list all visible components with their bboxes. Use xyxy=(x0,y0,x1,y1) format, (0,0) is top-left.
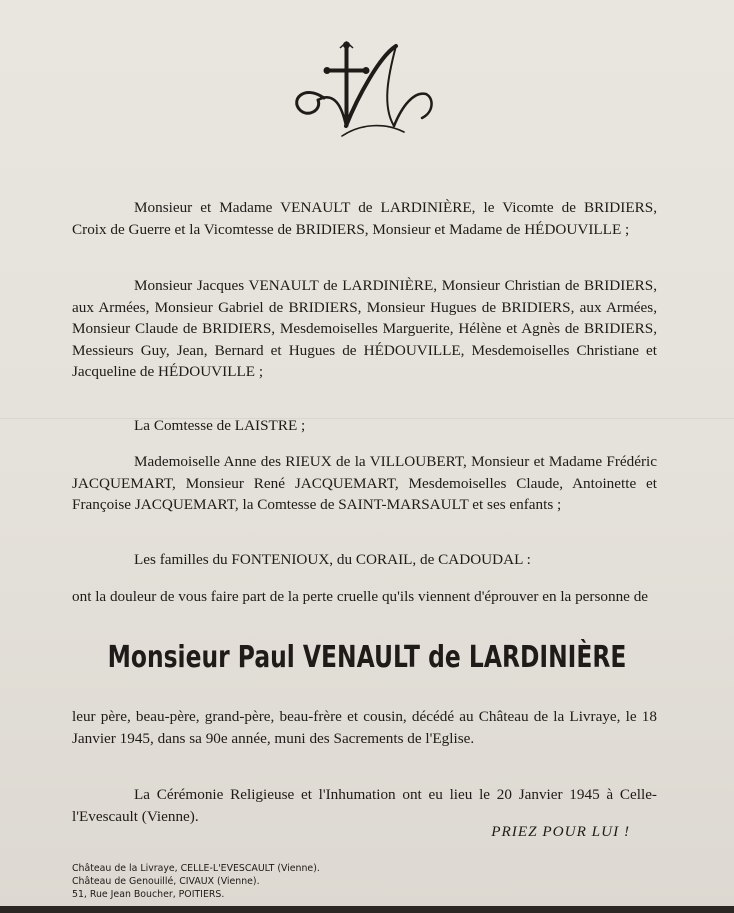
family-group-5 xyxy=(72,549,657,571)
scan-edge-shadow xyxy=(0,906,734,913)
prayer-line: PRIEZ POUR LUI ! xyxy=(491,823,630,840)
ceremony-notice xyxy=(72,784,657,827)
family-paragraph: Mademoiselle Anne des RIEUX de la VILLOUBERT, Monsieur et Madame Frédéric JACQUEMART, Monsieur René JACQUEMART, Mesdemoiselles Claude, Antoinette et Françoise JACQUEMART, la Comtesse de SAINT-MARSAULT et ses enfants ; xyxy=(72,453,657,513)
address-line: Château de la Livraye, CELLE-L'EVESCAULT (Vienne). xyxy=(72,863,320,874)
family-group-3 xyxy=(72,415,657,437)
family-paragraph: Monsieur Jacques VENAULT de LARDINIÈRE, Monsieur Christian de BRIDIERS, aux Armées, Monsieur Gabriel de BRIDIERS, Monsieur Hugues de BRIDIERS, aux Armées, Monsieur Claude de BRIDIERS, Mesdemoiselles Marguerite, Hélène et Agnès de BRIDIERS, Messieurs Guy, Jean, Bernard et Hugues de HÉDOUVILLE, Mesdemoiselles Christiane et Jacqueline de HÉDOUVILLE ; xyxy=(72,277,657,380)
death-details xyxy=(72,706,657,749)
family-group-2 xyxy=(72,275,657,383)
announcement xyxy=(72,586,657,608)
cross-monogram-logo xyxy=(284,36,444,148)
family-paragraph: La Comtesse de LAISTRE ; xyxy=(134,417,306,434)
addresses-block xyxy=(72,862,320,901)
death-details-text: leur père, beau-père, grand-père, beau-frère et cousin, décédé au Château de la Livraye, le 18 Janvier 1945, dans sa 90e année, muni des Sacrements de l'Eglise. xyxy=(72,708,657,747)
family-paragraph: Les familles du FONTENIOUX, du CORAIL, de CADOUDAL : xyxy=(134,551,531,568)
deceased-name: Monsieur Paul VENAULT de LARDINIÈRE xyxy=(107,640,627,675)
address-line: Château de Genouillé, CIVAUX (Vienne). xyxy=(72,876,260,887)
family-paragraph: Monsieur et Madame VENAULT de LARDINIÈRE, le Vicomte de BRIDIERS, Croix de Guerre et la Vicomtesse de BRIDIERS, Monsieur et Madame de HÉDOUVILLE ; xyxy=(72,199,657,238)
address-line: 51, Rue Jean Boucher, POITIERS. xyxy=(72,889,225,900)
family-group-1 xyxy=(72,197,657,240)
ceremony-text: La Cérémonie Religieuse et l'Inhumation ont eu lieu le 20 Janvier 1945 à Celle-l'Evescault (Vienne). xyxy=(72,786,657,825)
family-group-4 xyxy=(72,451,657,516)
announcement-text: ont la douleur de vous faire part de la perte cruelle qu'ils viennent d'éprouver en la personne de xyxy=(72,588,649,605)
